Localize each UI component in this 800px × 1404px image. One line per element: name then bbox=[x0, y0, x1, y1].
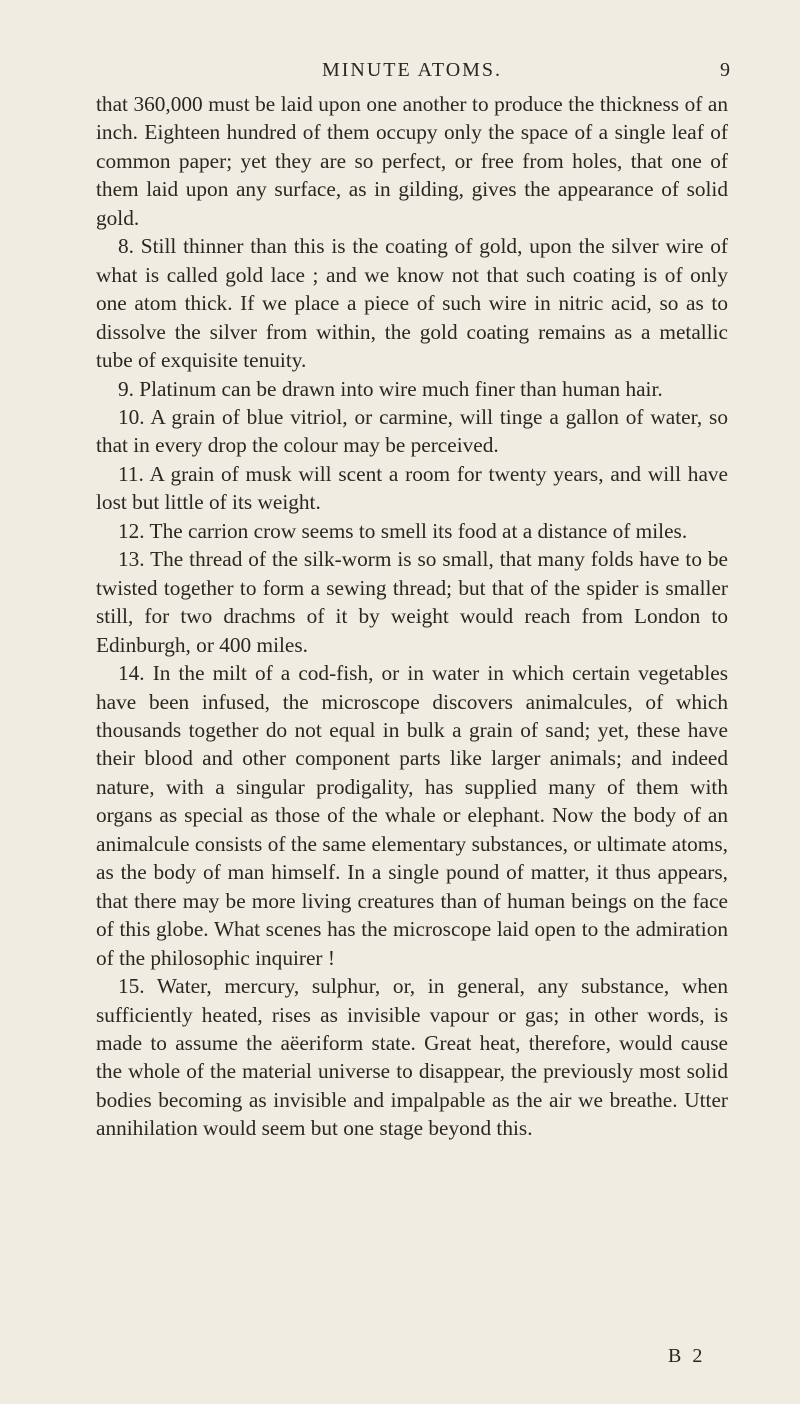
paragraph-8: 8. Still thinner than this is the coating of gold, upon the silver wire of what is called gold lace ; and we know not that such coating is of only one atom thick. If we place a piece of such wire in nitric acid, so as to dissolve the silver from within, the gold coating remains as a metallic tube of exquisite tenuity. bbox=[96, 234, 728, 373]
paragraph-9: 9. Platinum can be drawn into wire much finer than human hair. bbox=[118, 376, 663, 401]
paragraph-11: 11. A grain of musk will scent a room for twenty years, and will have lost but little of its weight. bbox=[96, 461, 728, 515]
paragraph-10: 10. A grain of blue vitriol, or carmine, will tinge a gallon of water, so that in every drop the colour may be perceived. bbox=[96, 404, 728, 458]
body-text bbox=[96, 90, 728, 1143]
running-head bbox=[96, 55, 728, 85]
paragraph-12: 12. The carrion crow seems to smell its food at a distance of miles. bbox=[118, 518, 688, 543]
paragraph-14: 14. In the milt of a cod-fish, or in water in which certain vegetables have been infused, the microscope discovers animalcules, of which thousands together do not equal in bulk a grain of sand; yet, these have their blood and other component parts like larger animals; and indeed nature, with a singular prodigality, has supplied many of them with organs as special as those of the whale or elephant. Now the body of an animalcule consists of the same elementary substances, or ultimate atoms, as the body of man himself. In a single pound of matter, it thus appears, that there may be more living creatures than of human beings on the face of this globe. What scenes has the microscope laid open to the admiration of the philosophic inquirer ! bbox=[96, 661, 728, 970]
paragraph-15: 15. Water, mercury, sulphur, or, in general, any substance, when sufficiently heated, rises as invisible vapour or gas; in other words, is made to assume the aëeriform state. Great heat, therefore, would cause the whole of the material universe to disappear, the previously most solid bodies becoming as invisible and impalpable as the air we breathe. Utter annihilation would seem but one stage beyond this. bbox=[96, 974, 728, 1141]
paragraph-continued: that 360,000 must be laid upon one another to produce the thickness of an inch. Eighteen hundred of them occupy only the space of a single leaf of common paper; yet they are so perfect, or free from holes, that one of them laid upon any surface, as in gilding, gives the appearance of solid gold. bbox=[96, 92, 728, 230]
page-number: 9 bbox=[720, 59, 730, 81]
running-title: MINUTE ATOMS. bbox=[321, 59, 503, 81]
paragraph-13: 13. The thread of the silk-worm is so small, that many folds have to be twisted together to form a sewing thread; but that of the spider is smaller still, for two drachms of it by weight would reach from London to Edinburgh, or 400 miles. bbox=[96, 547, 728, 657]
printer-signature-mark: B 2 bbox=[668, 1345, 706, 1367]
